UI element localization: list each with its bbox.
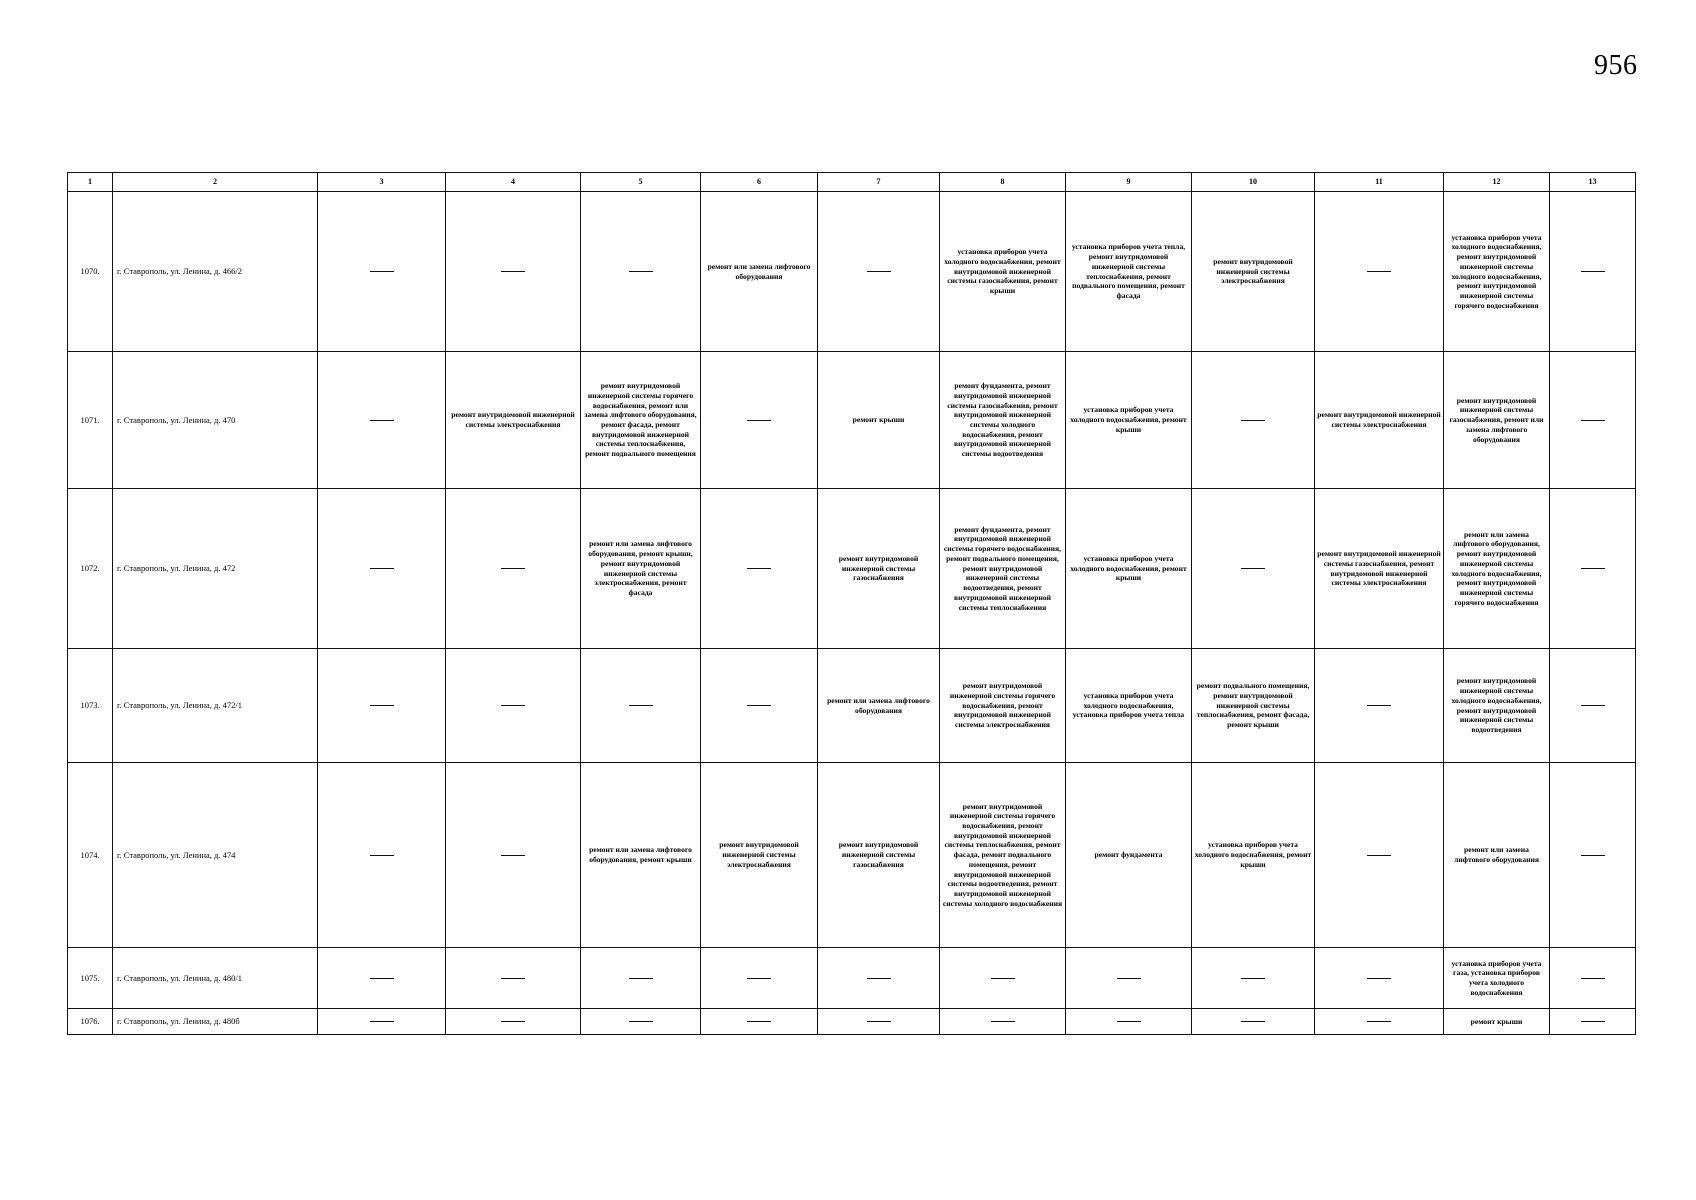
empty-cell	[1550, 948, 1636, 1009]
work-cell: ремонт внутридомовой инженерной системы электроснабжения	[1192, 192, 1315, 352]
table-row	[68, 948, 1636, 1009]
empty-cell	[940, 1009, 1066, 1035]
empty-cell	[446, 1009, 581, 1035]
dash-mark	[1367, 1021, 1391, 1022]
dash-mark	[370, 568, 394, 569]
dash-mark	[501, 568, 525, 569]
work-cell: ремонт фундамента, ремонт внутридомовой инженерной системы газоснабжения, ремонт внутридомовой инженерной системы холодного водоснабжения, ремонт внутридомовой инженерной системы водоотведения	[940, 352, 1066, 489]
dash-mark	[629, 705, 653, 706]
work-cell: установка приборов учета холодного водоснабжения, ремонт внутридомовой инженерной системы холодного водоснабжения, ремонт внутридомовой инженерной системы горячего водоснабжения	[1444, 192, 1550, 352]
empty-cell	[1192, 352, 1315, 489]
empty-cell	[818, 1009, 940, 1035]
work-cell: установка приборов учета холодного водоснабжения, ремонт внутридомовой инженерной системы газоснабжения, ремонт крыши	[940, 192, 1066, 352]
empty-cell	[701, 352, 818, 489]
dash-mark	[629, 271, 653, 272]
column-number-row	[68, 173, 1636, 192]
empty-cell	[581, 1009, 701, 1035]
empty-cell	[701, 489, 818, 649]
work-cell: ремонт или замена лифтового оборудования, ремонт крыши, ремонт внутридомовой инженерной системы электроснабжения, ремонт фасада	[581, 489, 701, 649]
empty-cell	[701, 948, 818, 1009]
column-number: 6	[701, 173, 818, 192]
dash-mark	[370, 1021, 394, 1022]
address-cell: г. Ставрополь, ул. Ленина, д. 480/1	[113, 948, 318, 1009]
dash-mark	[747, 568, 771, 569]
empty-cell	[446, 489, 581, 649]
work-cell: установка приборов учета холодного водоснабжения, ремонт крыши	[1066, 489, 1192, 649]
work-cell: ремонт или замена лифтового оборудования	[1444, 763, 1550, 948]
dash-mark	[370, 855, 394, 856]
work-cell: ремонт внутридомовой инженерной системы горячего водоснабжения, ремонт внутридомовой инженерной системы теплоснабжения, ремонт фасада, ремонт подвального помещения, ремонт внутридомовой инженерной системы водоотведения, ремонт внутридомовой инженерной системы холодного водоснабжения	[940, 763, 1066, 948]
column-number: 11	[1315, 173, 1444, 192]
dash-mark	[370, 271, 394, 272]
table-body	[68, 192, 1636, 1035]
work-cell: установка приборов учета холодного водоснабжения, ремонт крыши	[1066, 352, 1192, 489]
empty-cell	[1315, 948, 1444, 1009]
column-number: 9	[1066, 173, 1192, 192]
page-number: 956	[1594, 50, 1638, 81]
empty-cell	[318, 352, 446, 489]
address-cell: г. Ставрополь, ул. Ленина, д. 474	[113, 763, 318, 948]
empty-cell	[1066, 948, 1192, 1009]
empty-cell	[1550, 1009, 1636, 1035]
column-number: 7	[818, 173, 940, 192]
dash-mark	[501, 705, 525, 706]
empty-cell	[446, 948, 581, 1009]
work-cell: установка приборов учета холодного водоснабжения, ремонт крыши	[1192, 763, 1315, 948]
address-cell: г. Ставрополь, ул. Ленина, д. 472/1	[113, 649, 318, 763]
table-row	[68, 489, 1636, 649]
dash-mark	[629, 1021, 653, 1022]
dash-mark	[1581, 568, 1605, 569]
column-number: 1	[68, 173, 113, 192]
empty-cell	[1550, 649, 1636, 763]
empty-cell	[446, 192, 581, 352]
empty-cell	[446, 763, 581, 948]
work-cell: ремонт внутридомовой инженерной системы горячего водоснабжения, ремонт внутридомовой инженерной системы электроснабжения	[940, 649, 1066, 763]
dash-mark	[1367, 271, 1391, 272]
work-cell: ремонт или замена лифтового оборудования	[701, 192, 818, 352]
column-number: 5	[581, 173, 701, 192]
dash-mark	[1117, 978, 1141, 979]
empty-cell	[1192, 1009, 1315, 1035]
work-cell: ремонт внутридомовой инженерной системы электроснабжения	[446, 352, 581, 489]
empty-cell	[318, 192, 446, 352]
empty-cell	[940, 948, 1066, 1009]
row-number: 1071.	[68, 352, 113, 489]
dash-mark	[1241, 568, 1265, 569]
row-number: 1072.	[68, 489, 113, 649]
dash-mark	[501, 1021, 525, 1022]
empty-cell	[1315, 1009, 1444, 1035]
dash-mark	[629, 978, 653, 979]
address-cell: г. Ставрополь, ул. Ленина, д. 480б	[113, 1009, 318, 1035]
empty-cell	[446, 649, 581, 763]
dash-mark	[991, 1021, 1015, 1022]
work-cell: ремонт подвального помещения, ремонт внутридомовой инженерной системы теплоснабжения, ремонт фасада, ремонт крыши	[1192, 649, 1315, 763]
empty-cell	[318, 948, 446, 1009]
empty-cell	[318, 649, 446, 763]
work-cell: ремонт внутридомовой инженерной системы газоснабжения, ремонт внутридомовой инженерной системы электроснабжения	[1315, 489, 1444, 649]
row-number: 1075.	[68, 948, 113, 1009]
column-number: 12	[1444, 173, 1550, 192]
dash-mark	[747, 420, 771, 421]
dash-mark	[1581, 420, 1605, 421]
column-number: 3	[318, 173, 446, 192]
address-cell: г. Ставрополь, ул. Ленина, д. 466/2	[113, 192, 318, 352]
work-cell: ремонт фундамента	[1066, 763, 1192, 948]
dash-mark	[370, 705, 394, 706]
empty-cell	[581, 948, 701, 1009]
table-row	[68, 192, 1636, 352]
empty-cell	[581, 649, 701, 763]
work-cell: ремонт крыши	[1444, 1009, 1550, 1035]
work-cell: ремонт внутридомовой инженерной системы холодного водоснабжения, ремонт внутридомовой инженерной системы водоотведения	[1444, 649, 1550, 763]
empty-cell	[1315, 192, 1444, 352]
dash-mark	[1581, 705, 1605, 706]
empty-cell	[1315, 763, 1444, 948]
empty-cell	[1066, 1009, 1192, 1035]
dash-mark	[1241, 420, 1265, 421]
work-cell: ремонт крыши	[818, 352, 940, 489]
work-cell: установка приборов учета холодного водоснабжения, установка приборов учета тепла	[1066, 649, 1192, 763]
row-number: 1076.	[68, 1009, 113, 1035]
row-number: 1073.	[68, 649, 113, 763]
work-cell: ремонт или замена лифтового оборудования, ремонт крыши	[581, 763, 701, 948]
work-cell: ремонт или замена лифтового оборудования	[818, 649, 940, 763]
work-cell: ремонт фундамента, ремонт внутридомовой инженерной системы горячего водоснабжения, ремонт подвального помещения, ремонт внутридомовой инженерной системы водоотведения, ремонт внутридомовой инженерной системы теплоснабжения	[940, 489, 1066, 649]
work-cell: ремонт внутридомовой инженерной системы газоснабжения, ремонт или замена лифтового оборудования	[1444, 352, 1550, 489]
address-cell: г. Ставрополь, ул. Ленина, д. 470	[113, 352, 318, 489]
dash-mark	[747, 705, 771, 706]
dash-mark	[867, 271, 891, 272]
work-cell: ремонт или замена лифтового оборудования, ремонт внутридомовой инженерной системы холодного водоснабжения, ремонт внутридомовой инженерной системы горячего водоснабжения	[1444, 489, 1550, 649]
dash-mark	[991, 978, 1015, 979]
dash-mark	[370, 978, 394, 979]
column-number: 2	[113, 173, 318, 192]
empty-cell	[1192, 489, 1315, 649]
dash-mark	[867, 978, 891, 979]
dash-mark	[501, 271, 525, 272]
empty-cell	[1315, 649, 1444, 763]
dash-mark	[1581, 271, 1605, 272]
dash-mark	[1367, 705, 1391, 706]
row-number: 1070.	[68, 192, 113, 352]
works-table	[67, 172, 1636, 1035]
dash-mark	[747, 1021, 771, 1022]
work-cell: ремонт внутридомовой инженерной системы газоснабжения	[818, 489, 940, 649]
dash-mark	[370, 420, 394, 421]
dash-mark	[1241, 1021, 1265, 1022]
dash-mark	[1367, 855, 1391, 856]
dash-mark	[501, 855, 525, 856]
empty-cell	[1550, 489, 1636, 649]
empty-cell	[818, 948, 940, 1009]
table-row	[68, 763, 1636, 948]
empty-cell	[1192, 948, 1315, 1009]
table-row	[68, 1009, 1636, 1035]
dash-mark	[1117, 1021, 1141, 1022]
column-number: 10	[1192, 173, 1315, 192]
empty-cell	[1550, 192, 1636, 352]
table-row	[68, 649, 1636, 763]
empty-cell	[818, 192, 940, 352]
empty-cell	[701, 1009, 818, 1035]
empty-cell	[581, 192, 701, 352]
row-number: 1074.	[68, 763, 113, 948]
work-cell: ремонт внутридомовой инженерной системы электроснабжения	[1315, 352, 1444, 489]
work-cell: установка приборов учета тепла, ремонт внутридомовой инженерной системы теплоснабжения, ремонт подвального помещения, ремонт фасада	[1066, 192, 1192, 352]
dash-mark	[1367, 978, 1391, 979]
empty-cell	[1550, 352, 1636, 489]
work-cell: ремонт внутридомовой инженерной системы электроснабжения	[701, 763, 818, 948]
dash-mark	[1581, 978, 1605, 979]
column-number: 4	[446, 173, 581, 192]
work-cell: ремонт внутридомовой инженерной системы горячего водоснабжения, ремонт или замена лифтового оборудования, ремонт фасада, ремонт внутридомовой инженерной системы теплоснабжения, ремонт подвального помещения	[581, 352, 701, 489]
table-row	[68, 352, 1636, 489]
empty-cell	[318, 1009, 446, 1035]
empty-cell	[701, 649, 818, 763]
work-cell: ремонт внутридомовой инженерной системы газоснабжения	[818, 763, 940, 948]
address-cell: г. Ставрополь, ул. Ленина, д. 472	[113, 489, 318, 649]
column-number: 13	[1550, 173, 1636, 192]
dash-mark	[1581, 855, 1605, 856]
dash-mark	[501, 978, 525, 979]
dash-mark	[867, 1021, 891, 1022]
dash-mark	[747, 978, 771, 979]
work-cell: установка приборов учета газа, установка приборов учета холодного водоснабжения	[1444, 948, 1550, 1009]
column-number: 8	[940, 173, 1066, 192]
dash-mark	[1581, 1021, 1605, 1022]
dash-mark	[1241, 978, 1265, 979]
empty-cell	[318, 489, 446, 649]
empty-cell	[318, 763, 446, 948]
empty-cell	[1550, 763, 1636, 948]
